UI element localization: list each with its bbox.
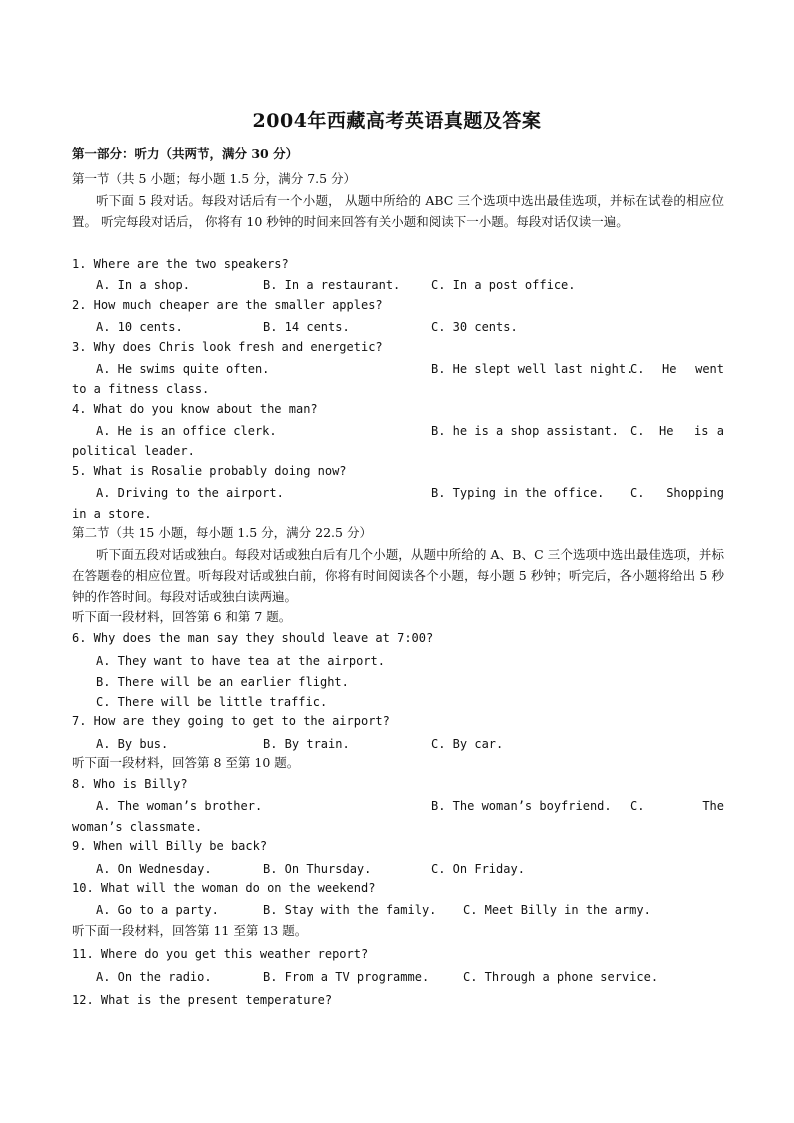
- question-8-option-c-continued: woman’s classmate.: [72, 820, 203, 834]
- question-2: 2. How much cheaper are the smaller apples?: [72, 298, 383, 312]
- option-a: A. He swims quite often.: [96, 362, 270, 376]
- section1-instructions: 听下面 5 段对话。每段对话后有一个小题， 从题中所给的 ABC 三个选项中选出最佳选项，并标在试卷的相应位置。 听完每段对话后， 你将有 10 秒钟的时间来回答有关小题和阅读下一小题。每段对话仅读一遍。: [72, 193, 724, 229]
- option-c-word: He: [662, 362, 677, 376]
- question-3-options: [72, 359, 724, 379]
- question-11-options: [72, 967, 724, 987]
- question-8-options: [72, 796, 724, 816]
- option-c: C. By car.: [431, 737, 504, 751]
- option-c-word: is: [694, 424, 709, 438]
- option-c-word: He: [659, 424, 674, 438]
- question-8: 8. Who is Billy?: [72, 777, 188, 791]
- option-c-letter: C.: [630, 799, 645, 813]
- question-4-options: [72, 421, 724, 441]
- part1-heading: 第一部分：听力（共两节，满分 30 分）: [72, 146, 299, 161]
- question-12: 12. What is the present temperature?: [72, 993, 333, 1007]
- option-b: B. On Thursday.: [263, 862, 372, 876]
- question-5-options: [72, 483, 724, 503]
- option-c: C. On Friday.: [431, 862, 525, 876]
- option-c-word: went: [695, 362, 724, 376]
- option-c: C. Through a phone service.: [463, 970, 659, 984]
- question-9-options: [72, 859, 724, 879]
- option-b: B. From a TV programme.: [263, 970, 430, 984]
- option-c-letter: C.: [630, 362, 645, 376]
- option-b: B. he is a shop assistant.: [431, 424, 619, 438]
- question-5-option-c-continued: in a store.: [72, 507, 152, 521]
- option-b: B. In a restaurant.: [263, 278, 401, 292]
- option-a: A. On Wednesday.: [96, 862, 212, 876]
- option-b: B. Stay with the family.: [263, 903, 437, 917]
- question-1-options: [72, 275, 724, 295]
- question-5: 5. What is Rosalie probably doing now?: [72, 464, 347, 478]
- question-11: 11. Where do you get this weather report?: [72, 947, 369, 961]
- option-a: A. Go to a party.: [96, 903, 219, 917]
- option-a: A. The woman’s brother.: [96, 799, 263, 813]
- question-2-options: [72, 317, 724, 337]
- section1-heading: 第一节（共 5 小题；每小题 1.5 分，满分 7.5 分）: [72, 171, 357, 186]
- option-c-letter: C.: [630, 486, 645, 500]
- option-b: B. The woman’s boyfriend.: [431, 799, 612, 813]
- option-c: C. 30 cents.: [431, 320, 518, 334]
- question-1: 1. Where are the two speakers?: [72, 257, 289, 271]
- option-b: B. 14 cents.: [263, 320, 350, 334]
- option-a: A. In a shop.: [96, 278, 190, 292]
- question-4-option-c-continued: political leader.: [72, 444, 195, 458]
- option-c: C. Meet Billy in the army.: [463, 903, 651, 917]
- option-b: B. He slept well last night.: [431, 362, 634, 376]
- question-10-options: [72, 900, 724, 920]
- material-heading-11-13: 听下面一段材料，回答第 11 至第 13 题。: [72, 923, 308, 938]
- question-6-option-b: B. There will be an earlier flight.: [96, 675, 349, 689]
- option-a: A. 10 cents.: [96, 320, 183, 334]
- option-c: C. In a post office.: [431, 278, 576, 292]
- section2-instructions: 听下面五段对话或独白。每段对话或独白后有几个小题，从题中所给的 A、B、C 三个选项中选出最佳选项，并标在答题卷的相应位置。听每段对话或独白前，你将有时间阅读各个小题，每小题 5 秒钟；听完后，各小题将给出 5 秒钟的作答时间。每段对话或独白读两遍。: [72, 547, 724, 604]
- option-a: A. He is an office clerk.: [96, 424, 277, 438]
- question-6-option-a: A. They want to have tea at the airport.: [96, 654, 385, 668]
- question-3-option-c-continued: to a fitness class.: [72, 382, 210, 396]
- section2-heading: 第二节（共 15 小题，每小题 1.5 分，满分 22.5 分）: [72, 525, 372, 540]
- question-10: 10. What will the woman do on the weekend?: [72, 881, 376, 895]
- material-heading-8-10: 听下面一段材料，回答第 8 至第 10 题。: [72, 755, 300, 770]
- question-6: 6. Why does the man say they should leave at 7:00?: [72, 631, 434, 645]
- option-b: B. By train.: [263, 737, 350, 751]
- option-a: A. Driving to the airport.: [96, 486, 284, 500]
- option-b: B. Typing in the office.: [431, 486, 605, 500]
- question-4: 4. What do you know about the man?: [72, 402, 318, 416]
- option-a: A. On the radio.: [96, 970, 212, 984]
- question-7-options: [72, 734, 724, 754]
- option-c-word: Shopping: [666, 486, 724, 500]
- question-6-option-c: C. There will be little traffic.: [96, 695, 328, 709]
- option-c-letter: C.: [630, 424, 645, 438]
- page-title: 2004年西藏高考英语真题及答案: [252, 110, 542, 132]
- option-c-word: a: [716, 424, 724, 438]
- question-7: 7. How are they going to get to the airport?: [72, 714, 390, 728]
- question-3: 3. Why does Chris look fresh and energetic?: [72, 340, 383, 354]
- question-9: 9. When will Billy be back?: [72, 839, 268, 853]
- option-c-word: The: [702, 799, 724, 813]
- material-heading-6-7: 听下面一段材料，回答第 6 和第 7 题。: [72, 609, 292, 624]
- option-a: A. By bus.: [96, 737, 169, 751]
